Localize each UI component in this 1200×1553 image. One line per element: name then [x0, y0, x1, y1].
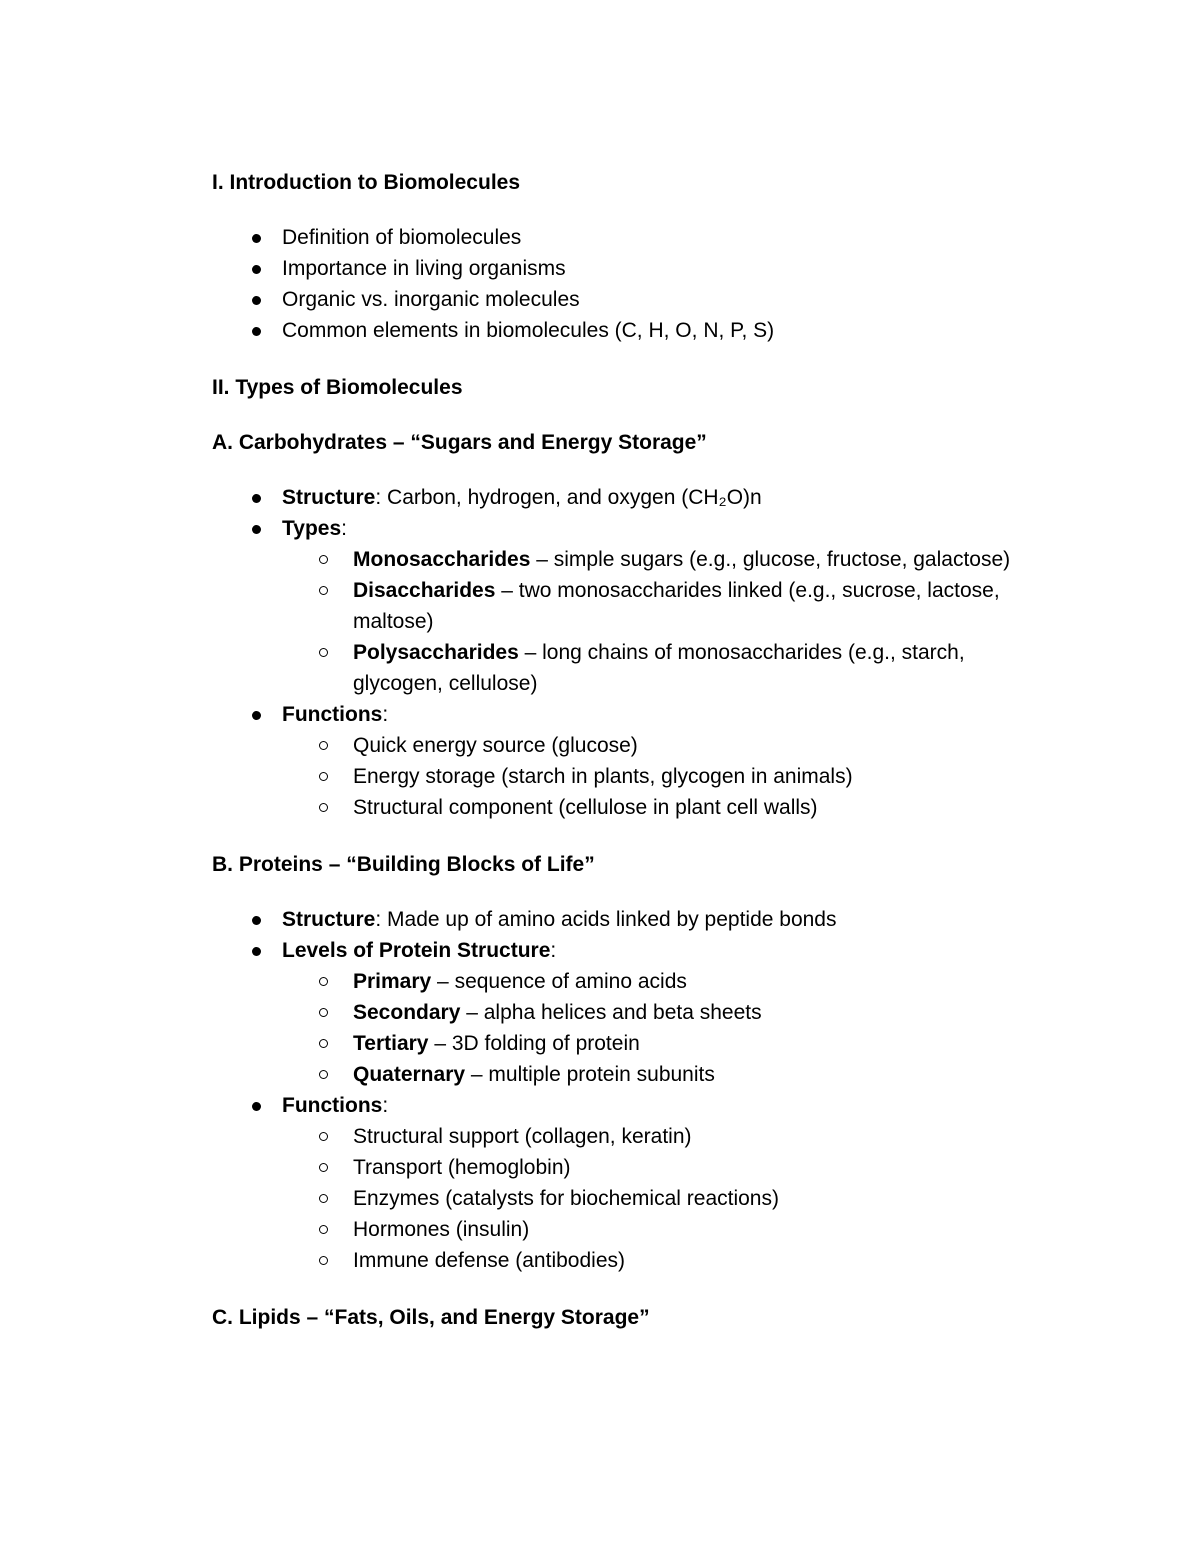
- sub-list-item: [212, 966, 1072, 997]
- sub-list-item: [212, 575, 1072, 637]
- list-item: [212, 699, 1072, 823]
- colon: :: [382, 1094, 389, 1117]
- bullet-icon: [252, 947, 261, 956]
- term-description: – multiple protein subunits: [465, 1063, 715, 1086]
- sub-list-item: [212, 730, 1072, 761]
- sub-list-item: [212, 997, 1072, 1028]
- term-description: – alpha helices and beta sheets: [460, 1001, 762, 1024]
- term-label: Functions: [282, 1094, 383, 1117]
- bullet-icon: [252, 1102, 261, 1111]
- protein-functions-list: [282, 1121, 1072, 1276]
- proteins-heading: B. Proteins – “Building Blocks of Life”: [212, 853, 595, 876]
- proteins-list: [212, 904, 1072, 1276]
- list-item: [212, 904, 1072, 935]
- bullet-icon: [252, 327, 261, 336]
- list-item-text: Energy storage (starch in plants, glycogen in animals): [353, 765, 853, 788]
- circle-bullet-icon: [319, 1194, 328, 1203]
- carbohydrate-functions-list: [282, 730, 1072, 823]
- carbohydrate-types-list: [282, 544, 1072, 699]
- bullet-icon: [252, 494, 261, 503]
- colon: :: [550, 939, 557, 962]
- term-label: Monosaccharides: [353, 548, 531, 571]
- circle-bullet-icon: [319, 1163, 328, 1172]
- sub-list-item: [212, 761, 1072, 792]
- circle-bullet-icon: [319, 1132, 328, 1141]
- sub-list-item: [212, 1028, 1072, 1059]
- bullet-icon: [252, 711, 261, 720]
- circle-bullet-icon: [319, 586, 328, 595]
- circle-bullet-icon: [319, 1070, 328, 1079]
- intro-list: [212, 222, 1072, 346]
- list-item-text: Quick energy source (glucose): [353, 734, 638, 757]
- bullet-icon: [252, 234, 261, 243]
- bullet-icon: [252, 265, 261, 274]
- term-label: Polysaccharides: [353, 641, 519, 664]
- list-item-text: Importance in living organisms: [282, 257, 566, 280]
- list-item-text: Definition of biomolecules: [282, 226, 522, 249]
- term-label: Primary: [353, 970, 432, 993]
- circle-bullet-icon: [319, 1225, 328, 1234]
- list-item: [212, 513, 1072, 699]
- term-label: Disaccharides: [353, 579, 496, 602]
- circle-bullet-icon: [319, 803, 328, 812]
- circle-bullet-icon: [319, 772, 328, 781]
- bullet-icon: [252, 525, 261, 534]
- term-label: Tertiary: [353, 1032, 429, 1055]
- list-item-text: Transport (hemoglobin): [353, 1156, 571, 1179]
- circle-bullet-icon: [319, 977, 328, 986]
- list-item-text: Organic vs. inorganic molecules: [282, 288, 580, 311]
- colon: :: [382, 703, 389, 726]
- bullet-icon: [252, 296, 261, 305]
- term-description: – sequence of amino acids: [431, 970, 687, 993]
- carbohydrates-heading: A. Carbohydrates – “Sugars and Energy Storage”: [212, 431, 707, 454]
- term-label: Quaternary: [353, 1063, 466, 1086]
- list-item-text: Enzymes (catalysts for biochemical reactions): [353, 1187, 779, 1210]
- sub-list-item: [212, 544, 1072, 575]
- circle-bullet-icon: [319, 555, 328, 564]
- list-item-text: Hormones (insulin): [353, 1218, 530, 1241]
- term-description: – two monosaccharides linked (e.g., sucrose, lactose, maltose): [353, 579, 1000, 633]
- list-item: [212, 935, 1072, 1090]
- list-item: [212, 315, 1072, 346]
- types-heading: II. Types of Biomolecules: [212, 376, 463, 399]
- term-description: – long chains of monosaccharides (e.g., starch, glycogen, cellulose): [353, 641, 965, 695]
- term-label: Structure: [282, 908, 376, 931]
- term-label: Levels of Protein Structure: [282, 939, 551, 962]
- protein-levels-list: [282, 966, 1072, 1090]
- list-item-text: Structural component (cellulose in plant cell walls): [353, 796, 818, 819]
- list-item: [212, 284, 1072, 315]
- sub-list-item: [212, 1214, 1072, 1245]
- list-item: [212, 253, 1072, 284]
- lipids-heading: C. Lipids – “Fats, Oils, and Energy Storage”: [212, 1306, 650, 1329]
- term-description: – simple sugars (e.g., glucose, fructose, galactose): [530, 548, 1011, 571]
- list-item: [212, 1090, 1072, 1276]
- circle-bullet-icon: [319, 741, 328, 750]
- bullet-icon: [252, 916, 261, 925]
- colon: :: [341, 517, 347, 540]
- list-item-text: : Made up of amino acids linked by peptide bonds: [375, 908, 837, 931]
- sub-list-item: [212, 792, 1072, 823]
- term-label: Functions: [282, 703, 383, 726]
- sub-list-item: [212, 637, 1072, 699]
- circle-bullet-icon: [319, 1008, 328, 1017]
- list-item-text: : Carbon, hydrogen, and oxygen (CH₂O)n: [375, 486, 762, 509]
- circle-bullet-icon: [319, 648, 328, 657]
- list-item-text: Common elements in biomolecules (C, H, O, N, P, S): [282, 319, 775, 342]
- term-label: Secondary: [353, 1001, 461, 1024]
- sub-list-item: [212, 1152, 1072, 1183]
- document-page: [212, 167, 1072, 1333]
- list-item-text: Immune defense (antibodies): [353, 1249, 625, 1272]
- sub-list-item: [212, 1183, 1072, 1214]
- sub-list-item: [212, 1059, 1072, 1090]
- circle-bullet-icon: [319, 1256, 328, 1265]
- term-description: – 3D folding of protein: [428, 1032, 640, 1055]
- term-label: Structure: [282, 486, 376, 509]
- term-label: Types: [282, 517, 342, 540]
- circle-bullet-icon: [319, 1039, 328, 1048]
- list-item-text: Structural support (collagen, keratin): [353, 1125, 692, 1148]
- sub-list-item: [212, 1121, 1072, 1152]
- intro-heading: I. Introduction to Biomolecules: [212, 171, 521, 194]
- list-item: [212, 222, 1072, 253]
- list-item: [212, 482, 1072, 513]
- carbohydrates-list: [212, 482, 1072, 823]
- sub-list-item: [212, 1245, 1072, 1276]
